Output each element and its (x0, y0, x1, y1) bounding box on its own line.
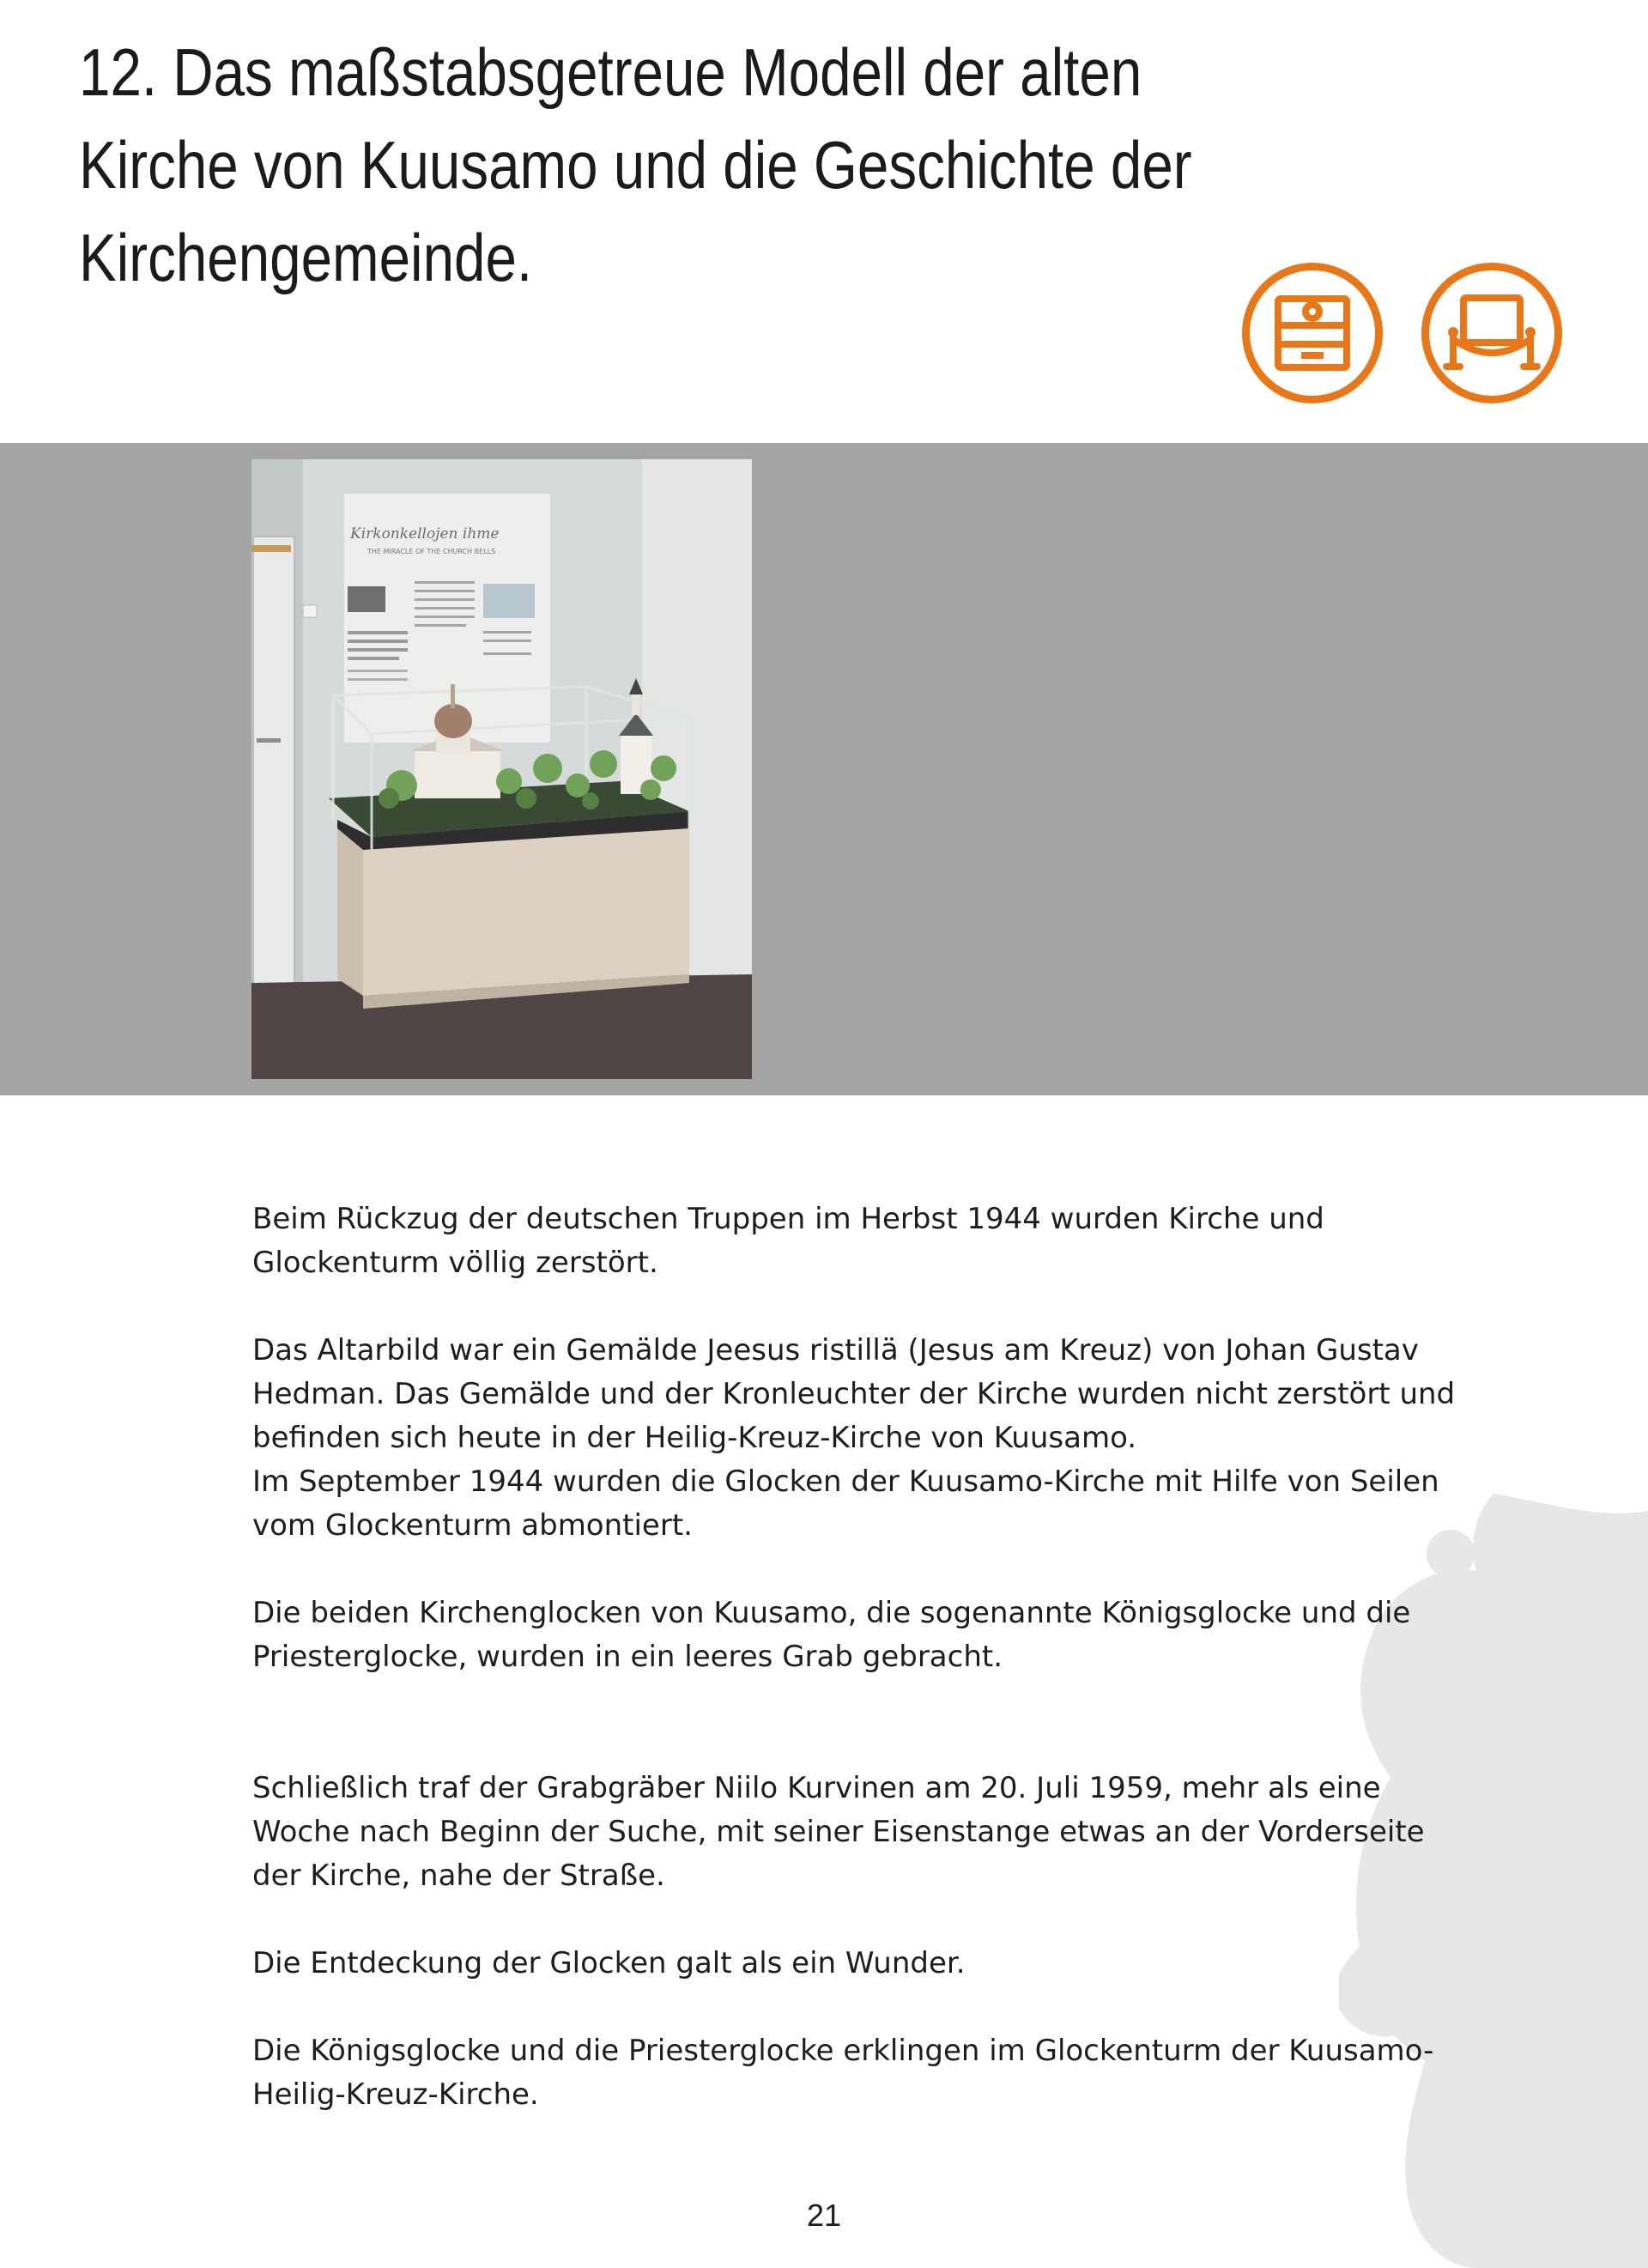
page-number: 21 (806, 2198, 842, 2233)
title-line-3: Kirchengemeinde. (79, 220, 533, 295)
paragraph-4: Schließlich traf der Grabgräber Niilo Kurvinen am 20. Juli 1959, mehr als eine Woche nach Beginn der Suche, mit seiner Eisenstange etwas an der Vorderseite der Kirche, nahe der Straße. (252, 1771, 1425, 1893)
paragraph-1: Beim Rückzug der deutschen Truppen im Herbst 1944 wurden Kirche und Glockenturm völlig zerstört. (252, 1202, 1324, 1280)
page-title (79, 26, 1233, 304)
photo-band (0, 443, 1648, 1095)
church-model-photo (251, 459, 752, 1079)
paragraph-6: Die Königsglocke und die Priesterglocke erklingen im Glockenturm der Kuusamo- Heilig-Kreuz-Kirche. (252, 2034, 1434, 2112)
paragraph-5: Die Entdeckung der Glocken galt als ein Wunder. (252, 1946, 966, 1980)
rope-barrier-exhibit-icon (1421, 263, 1562, 403)
title-line-1: 12. Das maßstabsgetreue Modell der alten (79, 34, 1142, 110)
body-text (252, 1198, 1506, 2117)
wall-caption-subtitle: THE MIRACLE OF THE CHURCH BELLS (367, 548, 496, 555)
paragraph-3: Die beiden Kirchenglocken von Kuusamo, die sogenannte Königsglocke und die Priesterglocke, wurden in ein leeres Grab gebracht. (252, 1596, 1411, 1674)
paragraph-2: Das Altarbild war ein Gemälde Jeesus ristillä (Jesus am Kreuz) von Johan Gustav Hedman. Das Gemälde und der Kronleuchter der Kirche wurden nicht zerstört und befinden sich heute in der Heilig-Kreuz-Kirche von Kuusamo. Im September 1944 wurden die Glocken der Kuusamo-Kirche mit Hilfe von Seilen vom Glockenturm abmontiert. (252, 1333, 1456, 1543)
exhibit-display-icon (1242, 263, 1383, 403)
wall-caption-script: Kirkonkellojen ihme (350, 525, 500, 543)
title-line-2: Kirche von Kuusamo und die Geschichte der (79, 127, 1192, 203)
